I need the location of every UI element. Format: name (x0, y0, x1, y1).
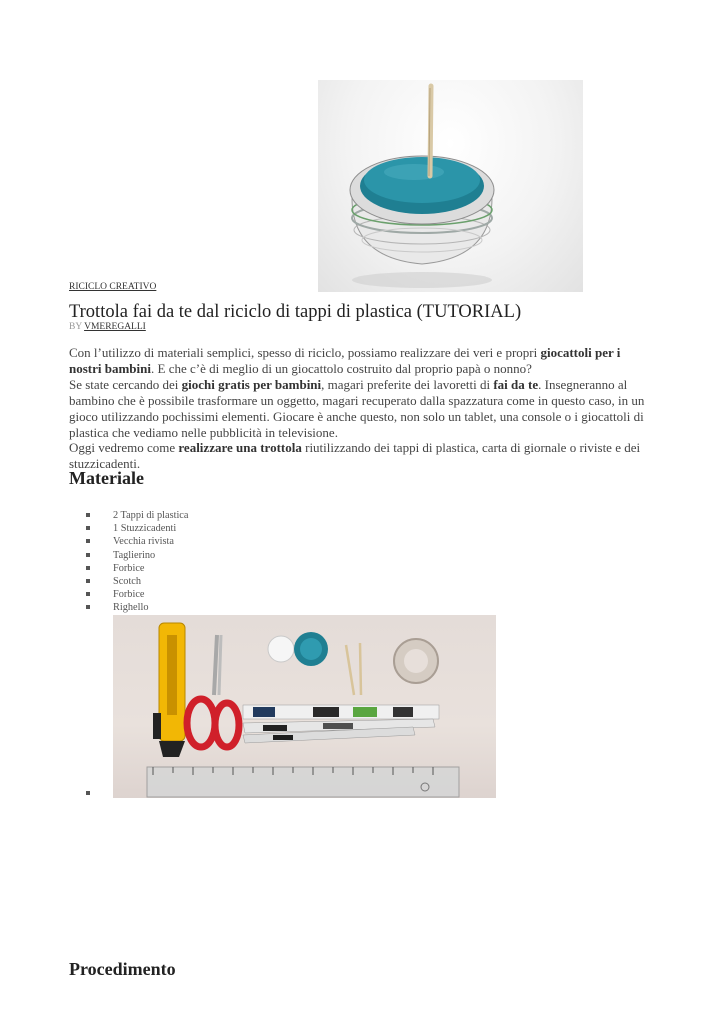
ruler-illustration (147, 767, 459, 797)
intro-bold-text: realizzare una trottola (178, 440, 302, 456)
intro-bold-text: giochi gratis per bambini (181, 376, 322, 392)
hero-image-spinning-top (318, 80, 583, 292)
intro-text: . E che c’è di meglio di un giocattolo costruito dal proprio papà o nonno? (151, 360, 532, 376)
article-intro (69, 345, 649, 472)
intro-text: Se state cercando dei (69, 376, 182, 392)
intro-text: , magari preferite dei lavoretti di (321, 376, 494, 392)
list-item: Scotch (86, 575, 188, 588)
list-item: 1 Stuzzicadenti (86, 522, 188, 535)
list-item: Forbice (86, 588, 188, 601)
materials-photo (113, 615, 496, 798)
author-link[interactable]: VMEREGALLI (84, 322, 146, 332)
byline (69, 322, 146, 332)
list-item: Forbice (86, 562, 188, 575)
intro-text: . Insegneranno al bambino che è possibile trasformare un oggetto, magari recuperato dalla spazzatura come in questo caso, in un gioco utilizzando pochissimi elementi. Giocare è anche questo, non solo un tablet, una console o i giocattoli di plastica che vediamo nelle pubblicità in televisione. (69, 376, 645, 440)
list-item: Taglierino (86, 549, 188, 562)
intro-bold-text: giocattoli per i nostri bambini (69, 345, 621, 376)
intro-paragraph (69, 345, 649, 377)
intro-paragraph (69, 377, 649, 441)
intro-text: riutilizzando dei tappi di plastica, carta di giornale o riviste e dei stuzzicadenti. (69, 440, 641, 472)
intro-paragraph (69, 440, 649, 472)
intro-text: Oggi vedremo come (69, 440, 179, 456)
byline-prefix: BY (69, 322, 82, 332)
materials-heading: Materiale (69, 468, 144, 488)
intro-text: Con l’utilizzo di materiali semplici, spesso di riciclo, possiamo realizzare dei veri e propri (69, 345, 541, 360)
paper-strips-illustration (243, 705, 439, 743)
scissors-illustration (187, 635, 239, 747)
list-item: Righello (86, 601, 188, 614)
category-link[interactable]: RICICLO CREATIVO (69, 282, 157, 292)
intro-bold-text: fai da te (493, 376, 539, 392)
article-title: Trottola fai da te dal riciclo di tappi di plastica (TUTORIAL) (69, 302, 522, 322)
procedure-heading: Procedimento (69, 959, 176, 979)
list-item: Vecchia rivista (86, 535, 188, 548)
bottle-caps-illustration (268, 632, 328, 666)
list-item: 2 Tappi di plastica (86, 509, 188, 522)
tape-roll-illustration (394, 639, 438, 683)
cutter-illustration (153, 623, 185, 757)
